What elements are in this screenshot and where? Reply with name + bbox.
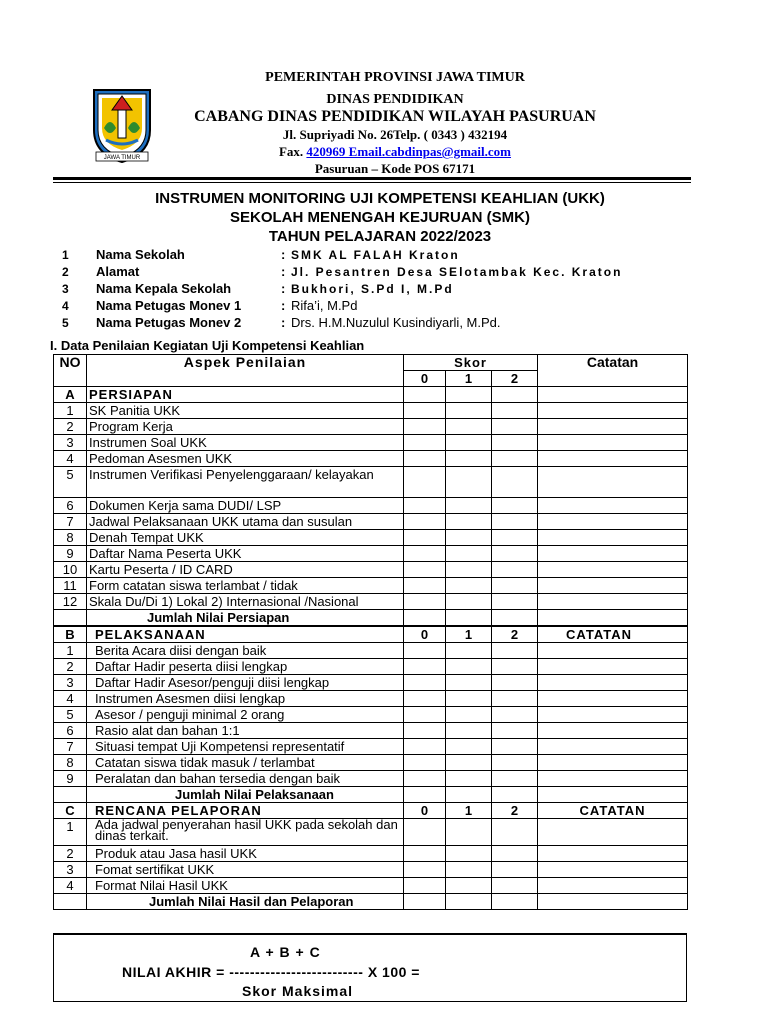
info-separator: : bbox=[281, 247, 286, 262]
note-cell[interactable] bbox=[538, 675, 688, 691]
row-no: 12 bbox=[54, 594, 87, 610]
info-separator: : bbox=[281, 281, 286, 296]
formula-line: NILAI AKHIR = -------------------------- X 100 = bbox=[122, 964, 420, 980]
score-cell[interactable] bbox=[492, 707, 538, 723]
row-no: 4 bbox=[54, 451, 87, 467]
table-row bbox=[54, 878, 688, 894]
table-header-row bbox=[54, 355, 688, 371]
score-cell[interactable] bbox=[404, 578, 446, 594]
agency-name: DINAS PENDIDIKAN bbox=[326, 92, 464, 107]
note-cell[interactable] bbox=[538, 707, 688, 723]
score-cell[interactable] bbox=[404, 403, 446, 419]
score-cell[interactable] bbox=[446, 403, 492, 419]
info-value: SMK AL FALAH Kraton bbox=[291, 247, 460, 262]
row-aspect: SK Panitia UKK bbox=[87, 403, 404, 419]
table-row bbox=[54, 707, 688, 723]
fax-label: Fax. bbox=[278, 144, 304, 159]
score-cell[interactable] bbox=[404, 739, 446, 755]
score-cell[interactable] bbox=[404, 723, 446, 739]
note-cell[interactable] bbox=[538, 498, 688, 514]
note-cell[interactable] bbox=[538, 878, 688, 894]
row-aspect: Daftar Nama Peserta UKK bbox=[87, 546, 404, 562]
note-cell[interactable] bbox=[538, 562, 688, 578]
table-row bbox=[54, 498, 688, 514]
score-cell[interactable] bbox=[492, 594, 538, 610]
table-row bbox=[54, 467, 688, 498]
info-row-monitor-1 bbox=[62, 297, 622, 314]
score-cell[interactable] bbox=[446, 846, 492, 862]
table-row bbox=[54, 755, 688, 771]
score-cell[interactable] bbox=[404, 771, 446, 787]
row-aspect: Pedoman Asesmen UKK bbox=[87, 451, 404, 467]
note-cell[interactable] bbox=[538, 739, 688, 755]
row-aspect: Asesor / penguji minimal 2 orang bbox=[87, 707, 404, 723]
note-cell[interactable] bbox=[538, 546, 688, 562]
row-no: 9 bbox=[54, 546, 87, 562]
score-cell[interactable] bbox=[404, 562, 446, 578]
score-cell[interactable] bbox=[492, 691, 538, 707]
row-aspect: Peralatan dan bahan tersedia dengan baik bbox=[87, 771, 404, 787]
note-cell[interactable] bbox=[538, 755, 688, 771]
section-b-title: PELAKSANAAN bbox=[87, 626, 404, 643]
letterhead bbox=[0, 0, 768, 180]
total-a-score[interactable] bbox=[446, 610, 492, 627]
total-c-spacer bbox=[54, 894, 87, 910]
info-row-school bbox=[62, 246, 622, 263]
note-cell[interactable] bbox=[538, 451, 688, 467]
score-cell[interactable] bbox=[404, 691, 446, 707]
score-cell[interactable] bbox=[404, 819, 446, 846]
score-cell[interactable] bbox=[404, 675, 446, 691]
total-a-note[interactable] bbox=[538, 610, 688, 627]
note-cell[interactable] bbox=[538, 594, 688, 610]
score-cell[interactable] bbox=[492, 419, 538, 435]
score-cell[interactable] bbox=[446, 755, 492, 771]
row-no: 4 bbox=[54, 878, 87, 894]
score-cell[interactable] bbox=[404, 594, 446, 610]
section-c-score-1: 1 bbox=[446, 803, 492, 819]
score-cell[interactable] bbox=[446, 675, 492, 691]
score-cell[interactable] bbox=[446, 707, 492, 723]
score-cell[interactable] bbox=[446, 691, 492, 707]
score-cell[interactable] bbox=[404, 419, 446, 435]
total-c-note[interactable] bbox=[538, 894, 688, 910]
section-a-row bbox=[54, 387, 688, 403]
row-no: 2 bbox=[54, 659, 87, 675]
note-cell[interactable] bbox=[538, 819, 688, 846]
branch-name: CABANG DINAS PENDIDIKAN WILAYAH PASURUAN bbox=[194, 108, 596, 125]
row-aspect: Instrumen Verifikasi Penyelenggaraan/ kelayakan bbox=[87, 467, 404, 498]
table-row bbox=[54, 643, 688, 659]
score-cell[interactable] bbox=[404, 643, 446, 659]
govt-name: PEMERINTAH PROVINSI JAWA TIMUR bbox=[265, 70, 525, 85]
score-cell[interactable] bbox=[446, 467, 492, 498]
score-cell[interactable] bbox=[446, 435, 492, 451]
row-aspect: Program Kerja bbox=[87, 419, 404, 435]
score-cell[interactable] bbox=[492, 643, 538, 659]
info-value: Bukhori, S.Pd I, M.Pd bbox=[291, 281, 454, 296]
table-row bbox=[54, 771, 688, 787]
info-label: Nama Kepala Sekolah bbox=[96, 281, 232, 296]
section-c-row bbox=[54, 803, 688, 819]
section-b-catatan: CATATAN bbox=[538, 626, 688, 643]
address-line: Jl. Supriyadi No. 26Telp. ( 0343 ) 432194 bbox=[282, 127, 508, 142]
logo-caption: JAWA TIMUR bbox=[103, 155, 141, 161]
row-no: 11 bbox=[54, 578, 87, 594]
row-no: 3 bbox=[54, 435, 87, 451]
score-cell[interactable] bbox=[404, 878, 446, 894]
row-aspect: Produk atau Jasa hasil UKK bbox=[87, 846, 404, 862]
note-cell[interactable] bbox=[538, 771, 688, 787]
score-cell[interactable] bbox=[404, 387, 446, 403]
score-cell[interactable] bbox=[492, 451, 538, 467]
section-c-score-0: 0 bbox=[404, 803, 446, 819]
score-cell[interactable] bbox=[404, 846, 446, 862]
table-row bbox=[54, 739, 688, 755]
total-c-score[interactable] bbox=[492, 894, 538, 910]
score-cell[interactable] bbox=[446, 498, 492, 514]
total-b-spacer bbox=[54, 787, 87, 803]
row-aspect: Berita Acara diisi dengan baik bbox=[87, 643, 404, 659]
row-no: 5 bbox=[54, 707, 87, 723]
score-cell[interactable] bbox=[404, 435, 446, 451]
score-cell[interactable] bbox=[492, 723, 538, 739]
document-subtitle: SEKOLAH MENENGAH KEJURUAN (SMK) bbox=[229, 209, 530, 226]
table-row bbox=[54, 530, 688, 546]
total-a-row bbox=[54, 610, 688, 627]
document-title: INSTRUMEN MONITORING UJI KOMPETENSI KEAHLIAN (UKK) bbox=[155, 190, 605, 207]
section-b-code: B bbox=[54, 626, 87, 643]
row-aspect: Catatan siswa tidak masuk / terlambat bbox=[87, 755, 404, 771]
row-aspect: Skala Du/Di 1) Lokal 2) Internasional /Nasional bbox=[87, 594, 404, 610]
info-value: Rifa’i, M.Pd bbox=[291, 298, 358, 313]
table-row bbox=[54, 675, 688, 691]
score-cell[interactable] bbox=[492, 846, 538, 862]
total-b-note[interactable] bbox=[538, 787, 688, 803]
header-score-2: 2 bbox=[492, 371, 538, 387]
score-cell[interactable] bbox=[492, 819, 538, 846]
total-a-score[interactable] bbox=[492, 610, 538, 627]
score-cell[interactable] bbox=[492, 387, 538, 403]
score-cell[interactable] bbox=[404, 755, 446, 771]
header-score-0: 0 bbox=[404, 371, 446, 387]
east-java-coat-of-arms-icon bbox=[90, 84, 154, 164]
score-cell[interactable] bbox=[492, 755, 538, 771]
info-row-principal bbox=[62, 280, 622, 297]
row-aspect: Daftar Hadir peserta diisi lengkap bbox=[87, 659, 404, 675]
note-cell[interactable] bbox=[538, 467, 688, 498]
row-aspect: Denah Tempat UKK bbox=[87, 530, 404, 546]
score-cell[interactable] bbox=[404, 862, 446, 878]
score-cell[interactable] bbox=[446, 530, 492, 546]
table-row bbox=[54, 435, 688, 451]
row-aspect: Dokumen Kerja sama DUDI/ LSP bbox=[87, 498, 404, 514]
table-row bbox=[54, 419, 688, 435]
row-no: 8 bbox=[54, 530, 87, 546]
info-value: Drs. H.M.Nuzulul Kusindiyarli, M.Pd. bbox=[291, 315, 501, 330]
score-cell[interactable] bbox=[492, 862, 538, 878]
header-no: NO bbox=[54, 355, 87, 387]
total-c-score[interactable] bbox=[404, 894, 446, 910]
total-b-score[interactable] bbox=[492, 787, 538, 803]
table-row bbox=[54, 846, 688, 862]
table-row bbox=[54, 451, 688, 467]
postal-line: Pasuruan – Kode POS 67171 bbox=[314, 161, 476, 176]
table-row bbox=[54, 562, 688, 578]
note-cell[interactable] bbox=[538, 387, 688, 403]
score-cell[interactable] bbox=[492, 562, 538, 578]
table-row bbox=[54, 819, 688, 846]
score-cell[interactable] bbox=[492, 675, 538, 691]
info-row-monitor-2 bbox=[62, 314, 622, 331]
note-cell[interactable] bbox=[538, 578, 688, 594]
row-no: 1 bbox=[54, 819, 87, 846]
score-cell[interactable] bbox=[492, 467, 538, 498]
table-row bbox=[54, 546, 688, 562]
score-cell[interactable] bbox=[446, 819, 492, 846]
row-aspect: Kartu Peserta / ID CARD bbox=[87, 562, 404, 578]
total-b-score[interactable] bbox=[446, 787, 492, 803]
score-cell[interactable] bbox=[446, 739, 492, 755]
section-c-code: C bbox=[54, 803, 87, 819]
row-no: 2 bbox=[54, 846, 87, 862]
table-row bbox=[54, 514, 688, 530]
section-a-code: A bbox=[54, 387, 87, 403]
row-no: 8 bbox=[54, 755, 87, 771]
score-cell[interactable] bbox=[492, 739, 538, 755]
header-divider-thick bbox=[53, 177, 691, 180]
row-aspect: Fomat sertifikat UKK bbox=[87, 862, 404, 878]
row-aspect: Instrumen Soal UKK bbox=[87, 435, 404, 451]
header-divider-thin bbox=[53, 182, 691, 183]
score-cell[interactable] bbox=[492, 659, 538, 675]
row-aspect: Jadwal Pelaksanaan UKK utama dan susulan bbox=[87, 514, 404, 530]
row-aspect: Form catatan siswa terlambat / tidak bbox=[87, 578, 404, 594]
score-cell[interactable] bbox=[446, 643, 492, 659]
row-aspect: Format Nilai Hasil UKK bbox=[87, 878, 404, 894]
score-cell[interactable] bbox=[446, 387, 492, 403]
score-cell[interactable] bbox=[446, 562, 492, 578]
identity-info bbox=[62, 246, 622, 331]
fax-email-line bbox=[150, 144, 640, 160]
note-cell[interactable] bbox=[538, 514, 688, 530]
row-no: 5 bbox=[54, 467, 87, 498]
info-number: 3 bbox=[62, 281, 69, 296]
document-year: TAHUN PELAJARAN 2022/2023 bbox=[268, 228, 492, 245]
score-cell[interactable] bbox=[404, 467, 446, 498]
info-separator: : bbox=[281, 298, 286, 313]
row-no: 2 bbox=[54, 419, 87, 435]
total-a-label: Jumlah Nilai Persiapan bbox=[87, 610, 404, 627]
row-no: 1 bbox=[54, 643, 87, 659]
score-cell[interactable] bbox=[492, 878, 538, 894]
score-cell[interactable] bbox=[492, 435, 538, 451]
table-row bbox=[54, 403, 688, 419]
note-cell[interactable] bbox=[538, 659, 688, 675]
row-no: 6 bbox=[54, 498, 87, 514]
assessment-table bbox=[53, 354, 688, 910]
info-label: Nama Petugas Monev 2 bbox=[96, 315, 242, 330]
info-number: 1 bbox=[62, 247, 69, 262]
section-c-catatan: CATATAN bbox=[538, 803, 688, 819]
note-cell[interactable] bbox=[538, 643, 688, 659]
note-cell[interactable] bbox=[538, 723, 688, 739]
info-value: Jl. Pesantren Desa SElotambak Kec. Kraton bbox=[291, 264, 623, 279]
score-cell[interactable] bbox=[446, 723, 492, 739]
row-no: 3 bbox=[54, 862, 87, 878]
row-no: 7 bbox=[54, 514, 87, 530]
table-row bbox=[54, 594, 688, 610]
note-cell[interactable] bbox=[538, 419, 688, 435]
score-cell[interactable] bbox=[404, 707, 446, 723]
row-aspect: Daftar Hadir Asesor/penguji diisi lengkap bbox=[87, 675, 404, 691]
section-b-row bbox=[54, 626, 688, 643]
formula-numerator: A + B + C bbox=[250, 944, 321, 960]
score-cell[interactable] bbox=[404, 530, 446, 546]
info-number: 2 bbox=[62, 264, 69, 279]
row-no: 10 bbox=[54, 562, 87, 578]
row-no: 6 bbox=[54, 723, 87, 739]
score-cell[interactable] bbox=[492, 498, 538, 514]
formula-denominator: Skor Maksimal bbox=[242, 983, 354, 999]
header-aspek: Aspek Penilaian bbox=[87, 355, 404, 387]
total-c-row bbox=[54, 894, 688, 910]
score-cell[interactable] bbox=[446, 878, 492, 894]
row-no: 7 bbox=[54, 739, 87, 755]
score-cell[interactable] bbox=[446, 419, 492, 435]
total-a-score[interactable] bbox=[404, 610, 446, 627]
row-no: 9 bbox=[54, 771, 87, 787]
info-number: 5 bbox=[62, 315, 69, 330]
total-a-spacer bbox=[54, 610, 87, 627]
info-label: Nama Petugas Monev 1 bbox=[96, 298, 242, 313]
info-label: Nama Sekolah bbox=[96, 247, 185, 262]
section-c-score-2: 2 bbox=[492, 803, 538, 819]
score-cell[interactable] bbox=[492, 530, 538, 546]
info-separator: : bbox=[281, 264, 286, 279]
section-c-title: RENCANA PELAPORAN bbox=[87, 803, 404, 819]
score-cell[interactable] bbox=[446, 578, 492, 594]
section-a-title: PERSIAPAN bbox=[87, 387, 404, 403]
section-title: I. Data Penilaian Kegiatan Uji Kompetensi Keahlian bbox=[50, 338, 365, 353]
row-aspect: Situasi tempat Uji Kompetensi representatif bbox=[87, 739, 404, 755]
score-cell[interactable] bbox=[446, 514, 492, 530]
row-aspect: Instrumen Asesmen diisi lengkap bbox=[87, 691, 404, 707]
score-cell[interactable] bbox=[404, 498, 446, 514]
score-cell[interactable] bbox=[446, 862, 492, 878]
note-cell[interactable] bbox=[538, 403, 688, 419]
score-cell[interactable] bbox=[492, 771, 538, 787]
info-row-address bbox=[62, 263, 622, 280]
score-cell[interactable] bbox=[404, 546, 446, 562]
section-b-score-2: 2 bbox=[492, 626, 538, 643]
header-score-1: 1 bbox=[446, 371, 492, 387]
score-cell[interactable] bbox=[492, 514, 538, 530]
section-b-score-1: 1 bbox=[446, 626, 492, 643]
score-cell[interactable] bbox=[446, 659, 492, 675]
note-cell[interactable] bbox=[538, 862, 688, 878]
info-number: 4 bbox=[62, 298, 69, 313]
score-cell[interactable] bbox=[404, 659, 446, 675]
table-row bbox=[54, 691, 688, 707]
note-cell[interactable] bbox=[538, 691, 688, 707]
score-cell[interactable] bbox=[492, 403, 538, 419]
fax-email-link[interactable]: 420969 Email.cabdinpas@gmail.com bbox=[306, 144, 512, 159]
table-row bbox=[54, 862, 688, 878]
row-no: 1 bbox=[54, 403, 87, 419]
score-cell[interactable] bbox=[446, 594, 492, 610]
score-cell[interactable] bbox=[492, 578, 538, 594]
note-cell[interactable] bbox=[538, 530, 688, 546]
total-b-label: Jumlah Nilai Pelaksanaan bbox=[87, 787, 404, 803]
total-c-label: Jumlah Nilai Hasil dan Pelaporan bbox=[87, 894, 404, 910]
final-score-formula bbox=[53, 933, 687, 1002]
table-row bbox=[54, 723, 688, 739]
score-cell[interactable] bbox=[404, 451, 446, 467]
table-row bbox=[54, 578, 688, 594]
total-b-score[interactable] bbox=[404, 787, 446, 803]
row-no: 3 bbox=[54, 675, 87, 691]
section-b-score-0: 0 bbox=[404, 626, 446, 643]
row-aspect: Ada jadwal penyerahan hasil UKK pada sekolah dan dinas terkait. bbox=[87, 819, 404, 846]
info-separator: : bbox=[281, 315, 286, 330]
row-aspect: Rasio alat dan bahan 1:1 bbox=[87, 723, 404, 739]
score-cell[interactable] bbox=[446, 546, 492, 562]
score-cell[interactable] bbox=[404, 514, 446, 530]
info-label: Alamat bbox=[96, 264, 140, 279]
score-cell[interactable] bbox=[446, 451, 492, 467]
total-b-row bbox=[54, 787, 688, 803]
score-cell[interactable] bbox=[446, 771, 492, 787]
note-cell[interactable] bbox=[538, 435, 688, 451]
header-skor: Skor bbox=[404, 355, 538, 371]
note-cell[interactable] bbox=[538, 846, 688, 862]
row-no: 4 bbox=[54, 691, 87, 707]
header-catatan: Catatan bbox=[538, 355, 688, 387]
score-cell[interactable] bbox=[492, 546, 538, 562]
total-c-score[interactable] bbox=[446, 894, 492, 910]
table-row bbox=[54, 659, 688, 675]
